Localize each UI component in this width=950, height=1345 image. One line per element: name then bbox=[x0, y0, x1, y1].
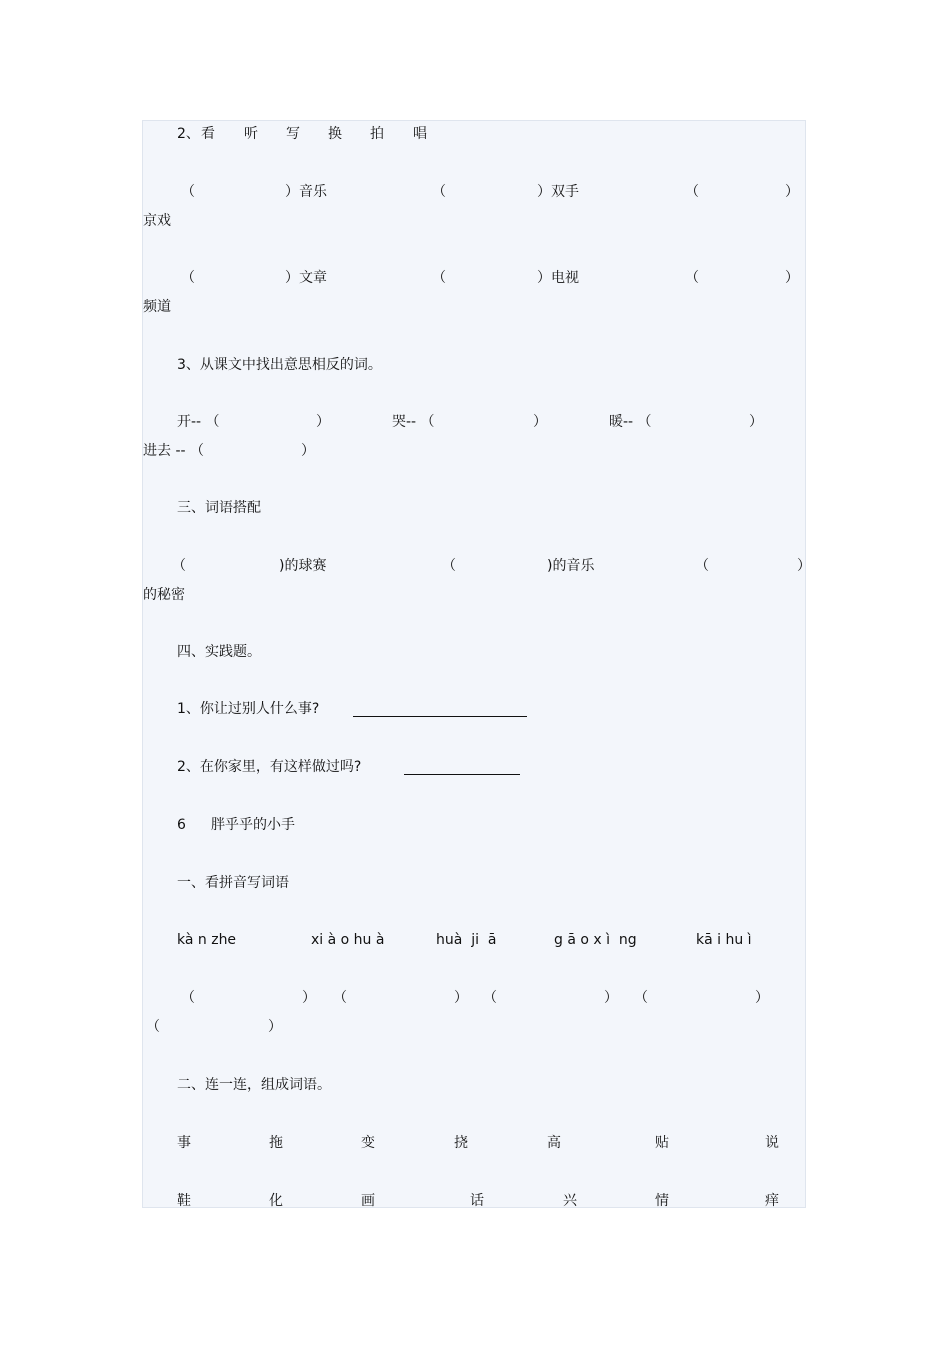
phrase-blank: )的球赛 bbox=[279, 558, 327, 574]
section-heading: 3、从课文中找出意思相反的词。 bbox=[177, 357, 382, 373]
opposite-item: 哭-- （ bbox=[392, 414, 435, 430]
answer-paren-open: （ bbox=[442, 558, 456, 574]
verb-option: 写 bbox=[286, 126, 300, 142]
match-char-top[interactable]: 说 bbox=[765, 1135, 779, 1151]
section-heading: 一、看拼音写词语 bbox=[177, 875, 289, 891]
answer-paren-close: ） bbox=[785, 270, 799, 286]
answer-paren-close: ） bbox=[749, 414, 763, 430]
answer-paren-close: ） bbox=[302, 990, 316, 1006]
verb-option: 换 bbox=[328, 126, 342, 142]
answer-paren-close: ） bbox=[268, 1019, 282, 1035]
verb-option: 唱 bbox=[413, 126, 427, 142]
answer-paren-open: （ bbox=[483, 990, 497, 1006]
match-char-bottom[interactable]: 痒 bbox=[765, 1193, 779, 1209]
answer-paren-open: （ bbox=[181, 270, 195, 286]
match-char-top[interactable]: 挠 bbox=[454, 1135, 468, 1151]
answer-paren-open: （ bbox=[181, 184, 195, 200]
match-char-bottom[interactable]: 情 bbox=[655, 1193, 669, 1209]
answer-paren-open: （ bbox=[333, 990, 347, 1006]
pinyin-word: xi à o hu à bbox=[311, 932, 385, 948]
phrase-wrap: 频道 bbox=[143, 299, 171, 315]
answer-paren-open: （ bbox=[634, 990, 648, 1006]
answer-paren-open: （ bbox=[146, 1019, 160, 1035]
answer-paren-close: ） bbox=[316, 414, 330, 430]
answer-line[interactable] bbox=[404, 774, 520, 775]
match-char-bottom[interactable]: 化 bbox=[269, 1193, 283, 1209]
answer-paren-open: （ bbox=[432, 270, 446, 286]
answer-paren-close: ） bbox=[797, 558, 811, 574]
answer-paren-open: （ bbox=[685, 184, 699, 200]
match-char-bottom[interactable]: 兴 bbox=[563, 1193, 577, 1209]
answer-paren-close: ） bbox=[301, 443, 315, 459]
match-char-bottom[interactable]: 话 bbox=[470, 1193, 484, 1209]
lesson-title: 胖乎乎的小手 bbox=[211, 817, 295, 833]
pinyin-word: kà n zhe bbox=[177, 932, 237, 948]
phrase-blank: ）电视 bbox=[537, 270, 579, 286]
match-char-top[interactable]: 拖 bbox=[269, 1135, 283, 1151]
phrase-blank: ）音乐 bbox=[285, 184, 327, 200]
answer-paren-close: ） bbox=[755, 990, 769, 1006]
answer-paren-close: ） bbox=[454, 990, 468, 1006]
answer-paren-open: （ bbox=[685, 270, 699, 286]
lesson-number: 6 bbox=[177, 817, 186, 833]
document-page bbox=[142, 120, 806, 1208]
match-char-top[interactable]: 事 bbox=[177, 1135, 191, 1151]
match-char-top[interactable]: 贴 bbox=[655, 1135, 669, 1151]
verb-option: 看 bbox=[201, 126, 215, 142]
pinyin-word: huà ji ā bbox=[436, 932, 497, 948]
verb-option: 听 bbox=[244, 126, 258, 142]
answer-paren-close: ） bbox=[785, 184, 799, 200]
section-heading: 三、词语搭配 bbox=[177, 500, 261, 516]
section-heading: 二、连一连，组成词语。 bbox=[177, 1077, 331, 1093]
phrase-blank: )的音乐 bbox=[547, 558, 595, 574]
answer-paren-open: （ bbox=[695, 558, 709, 574]
pinyin-word: g ā o x ì ng bbox=[554, 932, 637, 948]
phrase-blank: ）双手 bbox=[537, 184, 579, 200]
practice-question: 1、你让过别人什么事? bbox=[177, 701, 320, 717]
answer-paren-open: （ bbox=[181, 990, 195, 1006]
practice-question: 2、在你家里，有这样做过吗? bbox=[177, 759, 362, 775]
verb-option: 拍 bbox=[370, 126, 384, 142]
pinyin-word: kā i hu ì bbox=[696, 932, 752, 948]
section-heading: 四、实践题。 bbox=[177, 644, 261, 660]
opposite-item: 暖-- （ bbox=[609, 414, 652, 430]
match-char-top[interactable]: 高 bbox=[547, 1135, 561, 1151]
answer-paren-close: ） bbox=[604, 990, 618, 1006]
question-number: 2、 bbox=[177, 126, 200, 142]
phrase-wrap: 京戏 bbox=[143, 213, 171, 229]
answer-line[interactable] bbox=[353, 716, 527, 717]
match-char-bottom[interactable]: 画 bbox=[361, 1193, 375, 1209]
phrase-blank: ）文章 bbox=[285, 270, 327, 286]
opposite-item: 开-- （ bbox=[177, 414, 220, 430]
opposite-item: 进去 -- （ bbox=[143, 443, 205, 459]
answer-paren-open: （ bbox=[432, 184, 446, 200]
phrase-wrap: 的秘密 bbox=[143, 587, 185, 603]
match-char-bottom[interactable]: 鞋 bbox=[177, 1193, 191, 1209]
match-char-top[interactable]: 变 bbox=[361, 1135, 375, 1151]
answer-paren-close: ） bbox=[533, 414, 547, 430]
answer-paren-open: （ bbox=[172, 558, 186, 574]
